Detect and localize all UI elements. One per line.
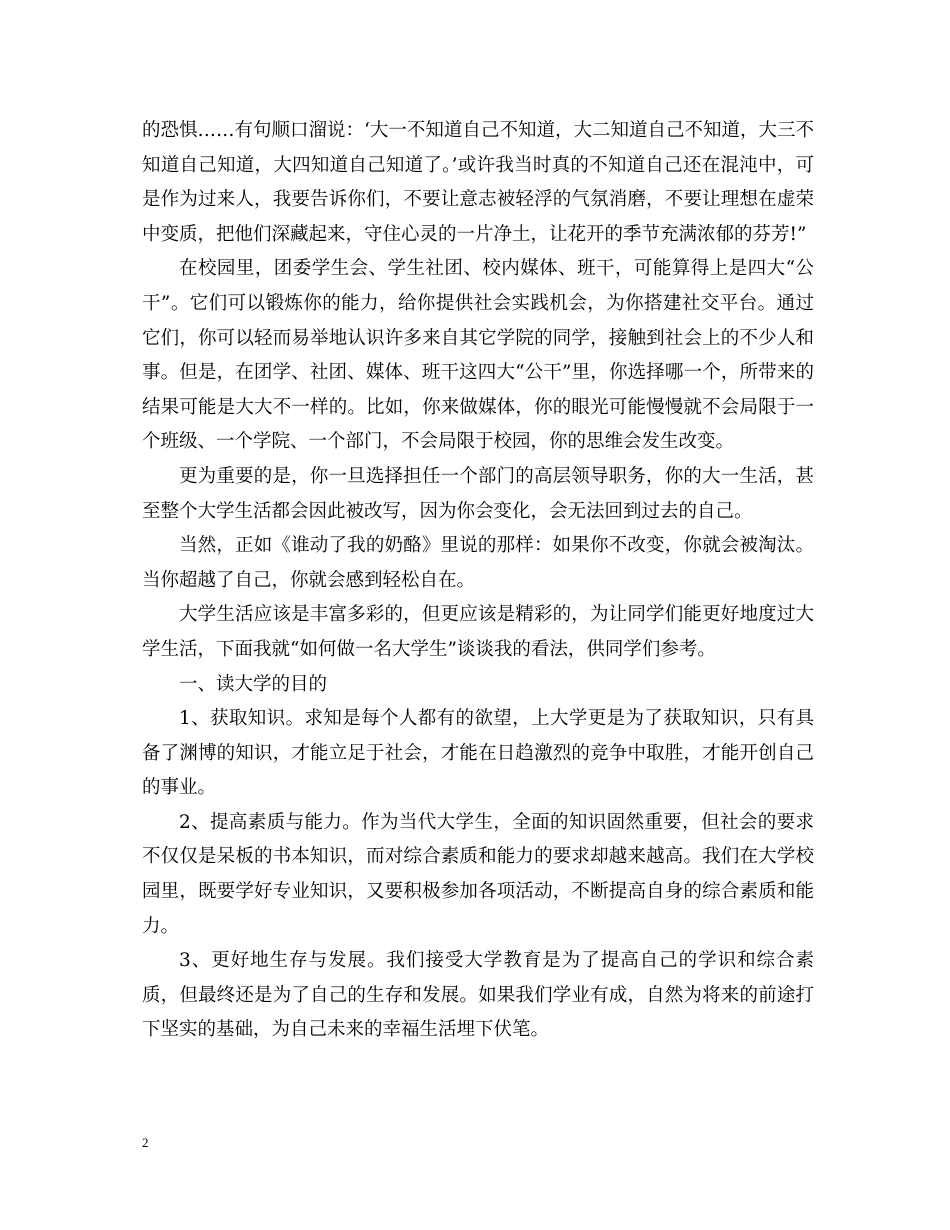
list-item-survive-develop: 3、更好地生存与发展。我们接受大学教育是为了提高自己的学识和综合素质，但最终还是为了自己的生存和发展。如果我们学业有成，自然为将来的前途打下坚实的基础，为自己未来的幸福生活埋下伏笔。	[142, 950, 814, 1041]
paragraph-continuation: 的恐惧……有句顺口溜说：‘大一不知道自己不知道，大二知道自己不知道，大三不知道自己知道，大四知道自己知道了。’或许我当时真的不知道自己还在混沌中，可是作为过来人，我要告诉你们，不要让意志被轻浮的气氛消磨，不要让理想在虚荣中变质，把他们深藏起来，守住心灵的一片净土，让花开的季节充满浓郁的芬芳!”	[142, 120, 814, 245]
list-item-acquire-knowledge: 1、获取知识。求知是每个人都有的欲望，上大学更是为了获取知识，只有具备了渊博的知识，才能立足于社会，才能在日趋激烈的竞争中取胜，才能开创自己的事业。	[142, 708, 814, 799]
page-number: 2	[142, 1135, 149, 1150]
paragraph-cheese-quote: 当然，正如《谁动了我的奶酪》里说的那样：如果你不改变，你就会被淘汰。当你超越了自己，你就会感到轻松自在。	[142, 535, 814, 591]
paragraph-four-public-roles: 在校园里，团委学生会、学生社团、校内媒体、班干，可能算得上是四大“公干”。它们可以锻炼你的能力，给你提供社会实践机会，为你搭建社交平台。通过它们，你可以轻而易举地认识许多来自其它学院的同学，接触到社会上的不少人和事。但是，在团学、社团、媒体、班干这四大“公干”里，你选择哪一个，所带来的结果可能是大大不一样的。比如，你来做媒体，你的眼光可能慢慢就不会局限于一个班级、一个学院、一个部门，不会局限于校园，你的思维会发生改变。	[142, 258, 814, 453]
list-item-improve-ability: 2、提高素质与能力。作为当代大学生，全面的知识固然重要，但社会的要求不仅仅是呆板的书本知识，而对综合素质和能力的要求却越来越高。我们在大学校园里，既要学好专业知识，又要积极参加各项活动，不断提高自身的综合素质和能力。	[142, 811, 814, 937]
document-body	[142, 114, 814, 1048]
paragraph-intro-advice: 大学生活应该是丰富多彩的，但更应该是精彩的，为让同学们能更好地度过大学生活，下面我就“如何做一名大学生”谈谈我的看法，供同学们参考。	[142, 604, 814, 660]
section-heading-purpose: 一、读大学的目的	[179, 673, 328, 695]
paragraph-leadership-role: 更为重要的是，你一旦选择担任一个部门的高层领导职务，你的大一生活，甚至整个大学生活都会因此被改写，因为你会变化，会无法回到过去的自己。	[142, 465, 814, 522]
